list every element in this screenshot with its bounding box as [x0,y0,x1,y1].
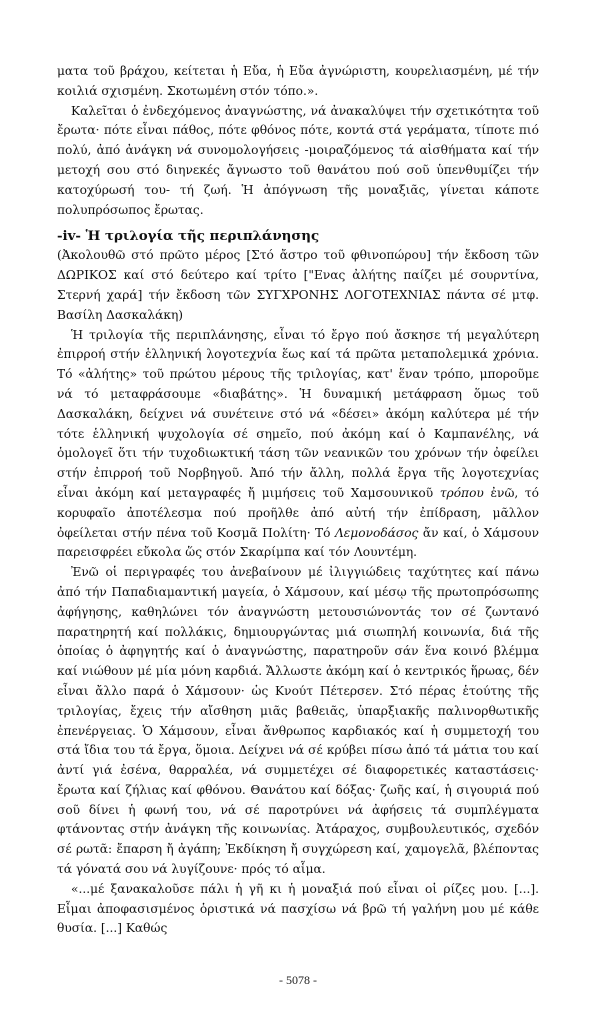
italic-tropou: τρόπου [439,485,484,500]
section-intro-note: (Ἀκολουθῶ στό πρῶτο μέρος [Στό ἄστρο τοῦ φθινοπώρου] τήν ἔκδοση τῶν ΔΩΡΙΚΟΣ καί στό δεύτερο καί τρίτο ["Ενας ἀλήτης παίζει μέ σουρντίνα, Στερνή χαρά] τήν ἔκδοση τῶν ΣΥΓΧΡΟΝΗΣ ΛΟΓΟΤΕΧΝΙΑΣ πάντα σέ μτφ. Βασίλη Δασκαλάκη) [57,248,539,322]
section-heading: -iv- Ἡ τριλογία τῆς περιπλάνησης [57,228,320,245]
paragraph-eros-relativity: Καλεῖται ὁ ἐνδεχόμενος ἀναγνώστης, νά ἀνακαλύψει τήν σχετικότητα τοῦ ἔρωτα· πότε εἶναι πάθος, πότε φθόνος πότε, κοντά στά γεράματα, τίποτε πιό πολύ, ἀπό ἀνάγκη νά συνομολογήσεις -μοιραζόμενος τά αἰσθήματα καί τήν μετοχή σου στό διηνεκές ἄγνωστο τοῦ θανάτου πού σοῦ ὑπενθυμίζει τήν κατοχύρωσή του- τή ζωή. Ἡ ἀπόγνωση τῆς μοναξιᾶς, γίνεται κάποτε πολυπρόσωπος ἔρωτας. [57,103,539,217]
paragraph-hamsun-descriptions: Ἐνῶ οἱ περιγραφές του ἀνεβαίνουν μέ ἰλιγγιώδεις ταχύτητες καί πάνω ἀπό τήν Παπαδιαμαντική μαγεία, ὁ Χάμσουν, καί μέσῳ τῆς πρωτοπρόσωπης ἀφήγησης, καθηλώνει τόν ἀναγνώστη μετουσιώνοντάς τον σέ ζωντανό παρατηρητή καί πολλάκις, δημιουργώντας μιά σιωπηλή κοινωνία, διά τῆς ὁποίας ὁ ἀφηγητής καί ὁ ἀναγνώστης, παρατηροῦν σάν ἕνα κοινό βλέμμα καί νιώθουν μέ μία μόνη καρδιά. Ἄλλωστε ἀκόμη καί ὁ κεντρικός ἥρωας, δέν εἶναι ἄλλο παρά ὁ Χάμσουν· ὡς Κνούτ Πέτερσεν. Στό πέρας ἑτούτης τῆς τριλογίας, ἔχεις τήν αἴσθηση μιᾶς βαθειᾶς, ὑπαρξιακῆς παλινορθωτικῆς ἐπενέργειας. Ὁ Χάμσουν, εἶναι ἄνθρωπος καρδιακός καί ἡ συμμετοχή του στά ἴδια του τά ἔργα, ὅμοια. Δείχνει νά σέ κρύβει πίσω ἀπό τά μάτια του καί ἀντί γιά ἐσένα, θαρραλέα, νά συμμετέχει σέ διαφορετικές καταστάσεις· ἔρωτα καί ζήλιας καί φθόνου. Θανάτου καί δόξας· ζωῆς καί, ἡ σιγουριά πού σοῦ δίνει ἡ φωνή του, νά σέ παροτρύνει νά ἀφήσεις τά συμπλέγματα φτάνοντας στήν ἀνάγκη τῆς κοινωνίας. Ἀτάραχος, συμβουλευτικός, σχεδόν σέ ρωτᾶ: ἔπαρση ἤ ἀγάπη; Ἐκδίκηση ἤ συγχώρεση καί, χαμογελᾶ, βλέποντας τά γόνατά σου νά λυγίζουνε· πρός τό αἷμα. [57,565,539,877]
paragraph-continuation: ματα τοῦ βράχου, κείτεται ἡ Εὔα, ἡ Εὔα ἀγνώριστη, κουρελιασμένη, μέ τήν κοιλιά σχισμένη. Σκοτωμένη στόν τόπο.». [57,64,539,98]
italic-lemonodasos: Λεμονοδάσος [334,525,419,540]
document-page [57,62,539,939]
paragraph-trilogy-text-1: Ἡ τριλογία τῆς περιπλάνησης, εἶναι τό ἔργο πού ἄσκησε τή μεγαλύτερη ἐπιρροή στήν ἑλληνική λογοτεχνία ἕως καί τά πρῶτα μεταπολεμικά χρόνια. Τό «ἀλήτης» τοῦ πρώτου μέρους τῆς τριλογίας, κατ' ἕναν τρόπο, μποροῦμε νά τό μεταφράσουμε «διαβάτης». Ἡ δυναμική μετάφραση ὅμως τοῦ Δασκαλάκη, δείχνει νά συνέτεινε στό νά «δέσει» ἀκόμη καλύτερα μέ τήν τότε ἑλληνική ψυχολογία σέ σημεῖο, πού ἀκόμη καί ὁ Καμπανέλης, νά ὁμολογεῖ ὅτι τήν τυχοδιωκτική τάση τῶν νεανικῶν του χρόνων τήν ὀφείλει στήν ἐπιρροή τοῦ Νορβηγοῦ. Ἀπό τήν ἄλλη, πολλά ἔργα τῆς λογοτεχνίας εἶναι ἀκόμη καί μεταγραφές ἤ μιμήσεις τοῦ Χαμσουνικοῦ [57,327,539,500]
paragraph-trilogy-influence [57,326,539,564]
paragraph-trilogy-text-3: ἄν καί, ὁ Χάμσουν παρεισφρέει εὔκολα ὥς στόν Σκαρίμπα καί τόν Λουντέμη. [57,525,540,560]
paragraph-quotation: «...μέ ξανακαλοῦσε πάλι ἡ γῆ κι ἡ μοναξιά πού εἶναι οἱ ρίζες μου. [...]. Εἶμαι ἀποφασισμένος ὁριστικά νά πασχίσω νά βρῶ τή γαλήνη μου μέ κάθε θυσία. [...] Καθώς [57,881,539,936]
paragraph-trilogy-text-2: ἐνῶ, τό κορυφαῖο ἀποτέλεσμα πού προῆλθε ἀπό αὐτή τήν ἐπίδραση, μᾶλλον ὀφείλεται στήν πένα τοῦ Κοσμᾶ Πολίτη· Τό [57,485,540,540]
page-number: - 5078 - [279,973,317,987]
